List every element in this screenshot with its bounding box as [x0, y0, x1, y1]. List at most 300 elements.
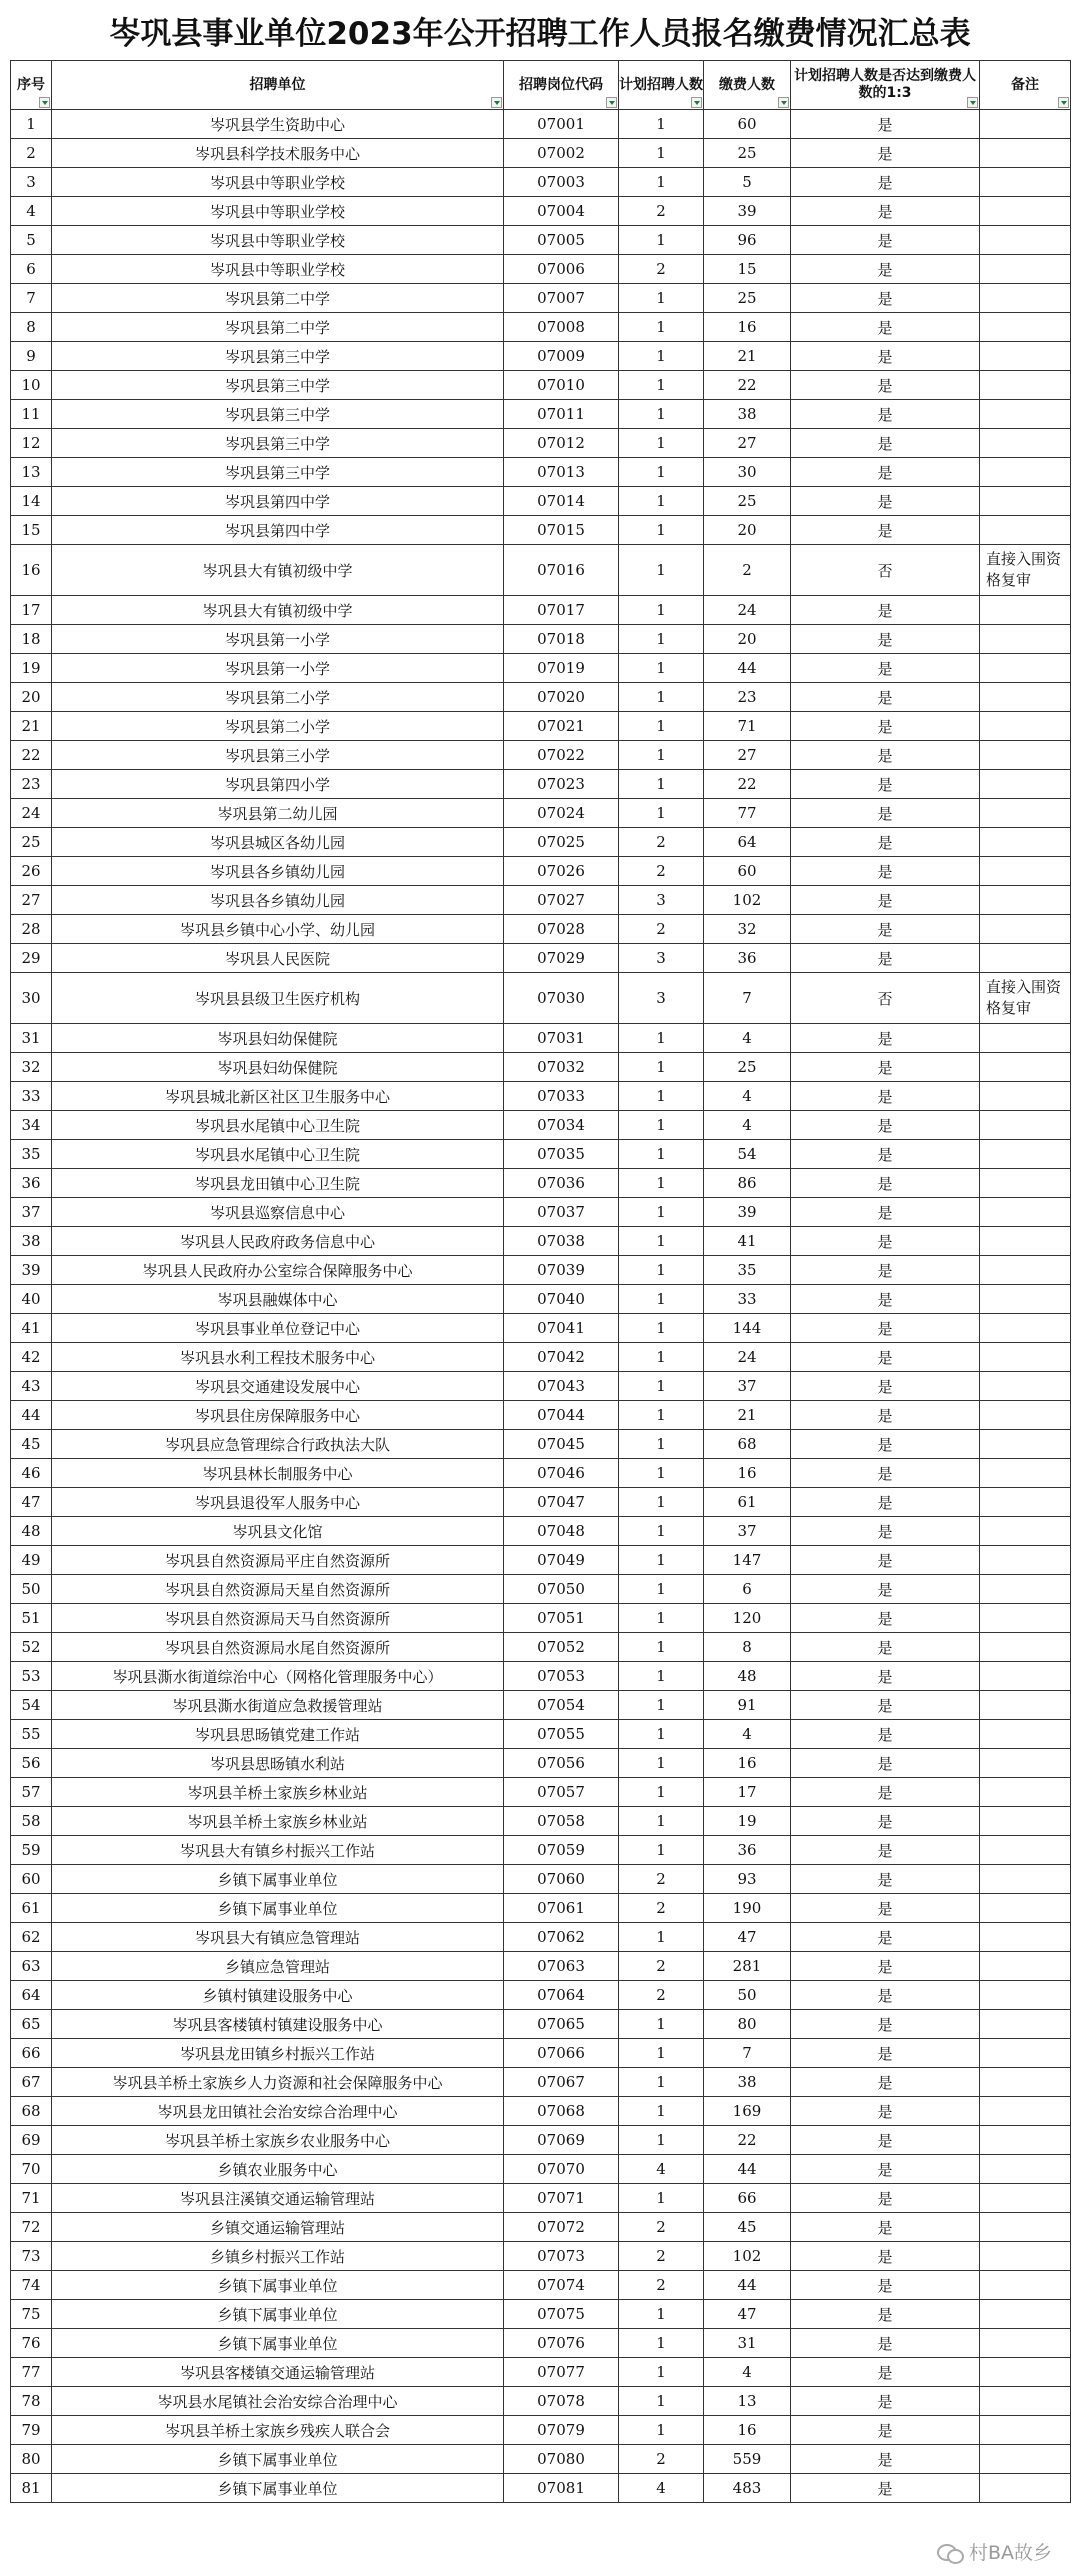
cell-note: [980, 313, 1071, 342]
cell-seq: 10: [11, 371, 52, 400]
cell-unit: 岑巩县羊桥土家族乡林业站: [52, 1807, 504, 1836]
cell-plan: 1: [619, 2300, 704, 2329]
cell-seq: 15: [11, 516, 52, 545]
cell-code: 07029: [504, 944, 619, 973]
cell-plan: 1: [619, 741, 704, 770]
table-row: [11, 429, 1071, 458]
cell-plan: 1: [619, 313, 704, 342]
cell-code: 07068: [504, 2097, 619, 2126]
cell-plan: 2: [619, 1981, 704, 2010]
cell-note: [980, 654, 1071, 683]
cell-ratio: 是: [791, 1372, 980, 1401]
table-row: [11, 458, 1071, 487]
cell-plan: 1: [619, 1401, 704, 1430]
cell-plan: 1: [619, 2358, 704, 2387]
cell-paid: 30: [704, 458, 791, 487]
cell-unit: 岑巩县羊桥土家族乡人力资源和社会保障服务中心: [52, 2068, 504, 2097]
cell-plan: 2: [619, 197, 704, 226]
cell-note: [980, 857, 1071, 886]
cell-unit: 岑巩县学生资助中心: [52, 110, 504, 139]
header-plan: [619, 61, 704, 110]
cell-code: 07071: [504, 2184, 619, 2213]
cell-code: 07034: [504, 1111, 619, 1140]
table-row: [11, 487, 1071, 516]
table-row: [11, 915, 1071, 944]
table-row: [11, 2358, 1071, 2387]
table-row: [11, 110, 1071, 139]
cell-unit: 乡镇下属事业单位: [52, 2271, 504, 2300]
cell-code: 07028: [504, 915, 619, 944]
filter-dropdown-icon[interactable]: [691, 97, 702, 108]
cell-code: 07055: [504, 1720, 619, 1749]
cell-unit: 乡镇农业服务中心: [52, 2155, 504, 2184]
cell-paid: 44: [704, 654, 791, 683]
cell-ratio: 是: [791, 2445, 980, 2474]
cell-paid: 80: [704, 2010, 791, 2039]
cell-seq: 52: [11, 1633, 52, 1662]
cell-note: [980, 2329, 1071, 2358]
header-code: [504, 61, 619, 110]
cell-seq: 24: [11, 799, 52, 828]
cell-paid: 36: [704, 1836, 791, 1865]
cell-unit: 岑巩县龙田镇社会治安综合治理中心: [52, 2097, 504, 2126]
cell-ratio: 是: [791, 799, 980, 828]
cell-seq: 74: [11, 2271, 52, 2300]
cell-note: [980, 2242, 1071, 2271]
cell-unit: 岑巩县第四中学: [52, 487, 504, 516]
cell-seq: 16: [11, 545, 52, 596]
cell-note: 直接入围资格复审: [980, 545, 1071, 596]
cell-unit: 岑巩县城区各幼儿园: [52, 828, 504, 857]
cell-seq: 18: [11, 625, 52, 654]
cell-note: [980, 2300, 1071, 2329]
cell-code: 07044: [504, 1401, 619, 1430]
cell-ratio: 是: [791, 828, 980, 857]
cell-paid: 16: [704, 2416, 791, 2445]
cell-ratio: 是: [791, 487, 980, 516]
cell-code: 07063: [504, 1952, 619, 1981]
cell-paid: 22: [704, 2126, 791, 2155]
cell-ratio: 是: [791, 1082, 980, 1111]
cell-note: [980, 1575, 1071, 1604]
filter-dropdown-icon[interactable]: [39, 97, 50, 108]
cell-paid: 71: [704, 712, 791, 741]
cell-code: 07047: [504, 1488, 619, 1517]
cell-code: 07077: [504, 2358, 619, 2387]
cell-unit: 岑巩县澌水街道综治中心（网格化管理服务中心）: [52, 1662, 504, 1691]
cell-paid: 38: [704, 2068, 791, 2097]
cell-paid: 31: [704, 2329, 791, 2358]
cell-unit: 岑巩县住房保障服务中心: [52, 1401, 504, 1430]
cell-unit: 岑巩县第三中学: [52, 458, 504, 487]
table-row: [11, 1111, 1071, 1140]
cell-note: [980, 2416, 1071, 2445]
cell-plan: 2: [619, 255, 704, 284]
cell-unit: 岑巩县羊桥土家族乡残疾人联合会: [52, 2416, 504, 2445]
cell-plan: 1: [619, 458, 704, 487]
table-row: [11, 2184, 1071, 2213]
table-row: [11, 371, 1071, 400]
cell-note: [980, 1865, 1071, 1894]
cell-seq: 12: [11, 429, 52, 458]
cell-seq: 50: [11, 1575, 52, 1604]
cell-seq: 3: [11, 168, 52, 197]
table-row: [11, 1459, 1071, 1488]
cell-ratio: 是: [791, 1662, 980, 1691]
table-row: [11, 2039, 1071, 2068]
cell-paid: 120: [704, 1604, 791, 1633]
cell-plan: 1: [619, 799, 704, 828]
cell-note: [980, 1749, 1071, 1778]
cell-ratio: 是: [791, 1720, 980, 1749]
filter-dropdown-icon[interactable]: [491, 97, 502, 108]
cell-seq: 11: [11, 400, 52, 429]
cell-ratio: 是: [791, 371, 980, 400]
cell-paid: 48: [704, 1662, 791, 1691]
cell-seq: 43: [11, 1372, 52, 1401]
cell-seq: 37: [11, 1198, 52, 1227]
cell-ratio: 是: [791, 168, 980, 197]
table-row: [11, 2155, 1071, 2184]
cell-unit: 岑巩县羊桥土家族乡农业服务中心: [52, 2126, 504, 2155]
cell-paid: 4: [704, 1024, 791, 1053]
cell-plan: 1: [619, 1691, 704, 1720]
table-row: [11, 973, 1071, 1024]
header-label: 序号: [17, 76, 45, 93]
table-row: [11, 1923, 1071, 1952]
cell-note: [980, 1720, 1071, 1749]
cell-code: 07011: [504, 400, 619, 429]
cell-note: [980, 1981, 1071, 2010]
cell-paid: 41: [704, 1227, 791, 1256]
cell-note: 直接入围资格复审: [980, 973, 1071, 1024]
cell-note: [980, 139, 1071, 168]
cell-code: 07048: [504, 1517, 619, 1546]
cell-ratio: 是: [791, 1285, 980, 1314]
cell-plan: 1: [619, 1459, 704, 1488]
cell-unit: 岑巩县第二中学: [52, 284, 504, 313]
cell-paid: 54: [704, 1140, 791, 1169]
cell-paid: 144: [704, 1314, 791, 1343]
filter-dropdown-icon[interactable]: [606, 97, 617, 108]
cell-code: 07060: [504, 1865, 619, 1894]
cell-ratio: 是: [791, 110, 980, 139]
table-row: [11, 1720, 1071, 1749]
table-row: [11, 2068, 1071, 2097]
cell-code: 07012: [504, 429, 619, 458]
cell-unit: 岑巩县第三中学: [52, 342, 504, 371]
cell-plan: 1: [619, 2387, 704, 2416]
cell-paid: 44: [704, 2155, 791, 2184]
cell-seq: 55: [11, 1720, 52, 1749]
table-row: [11, 654, 1071, 683]
cell-unit: 岑巩县大有镇乡村振兴工作站: [52, 1836, 504, 1865]
cell-seq: 28: [11, 915, 52, 944]
cell-seq: 30: [11, 973, 52, 1024]
cell-note: [980, 197, 1071, 226]
cell-unit: 岑巩县水尾镇社会治安综合治理中心: [52, 2387, 504, 2416]
cell-note: [980, 1430, 1071, 1459]
cell-seq: 58: [11, 1807, 52, 1836]
cell-seq: 7: [11, 284, 52, 313]
cell-ratio: 是: [791, 1053, 980, 1082]
cell-plan: 1: [619, 2416, 704, 2445]
cell-paid: 7: [704, 2039, 791, 2068]
cell-note: [980, 1401, 1071, 1430]
table-row: [11, 1633, 1071, 1662]
cell-seq: 41: [11, 1314, 52, 1343]
cell-note: [980, 226, 1071, 255]
table-row: [11, 828, 1071, 857]
table-row: [11, 1343, 1071, 1372]
table-row: [11, 2445, 1071, 2474]
table-row: [11, 1517, 1071, 1546]
cell-paid: 20: [704, 516, 791, 545]
table-row: [11, 2097, 1071, 2126]
table-row: [11, 886, 1071, 915]
cell-paid: 24: [704, 596, 791, 625]
cell-unit: 岑巩县第二幼儿园: [52, 799, 504, 828]
cell-unit: 岑巩县巡察信息中心: [52, 1198, 504, 1227]
cell-code: 07005: [504, 226, 619, 255]
header-label: 计划招聘人数是否达到缴费人数的1:3: [794, 68, 976, 101]
cell-seq: 76: [11, 2329, 52, 2358]
table-row: [11, 2242, 1071, 2271]
cell-seq: 73: [11, 2242, 52, 2271]
cell-note: [980, 2445, 1071, 2474]
cell-plan: 1: [619, 342, 704, 371]
cell-note: [980, 1691, 1071, 1720]
cell-seq: 40: [11, 1285, 52, 1314]
cell-note: [980, 1952, 1071, 1981]
table-row: [11, 1575, 1071, 1604]
cell-unit: 岑巩县第三小学: [52, 741, 504, 770]
cell-seq: 19: [11, 654, 52, 683]
cell-seq: 79: [11, 2416, 52, 2445]
cell-note: [980, 342, 1071, 371]
cell-paid: 21: [704, 1401, 791, 1430]
cell-paid: 8: [704, 1633, 791, 1662]
chat-bubbles-icon: [937, 2542, 963, 2562]
cell-paid: 39: [704, 197, 791, 226]
cell-seq: 26: [11, 857, 52, 886]
cell-seq: 44: [11, 1401, 52, 1430]
cell-plan: 1: [619, 1778, 704, 1807]
cell-seq: 27: [11, 886, 52, 915]
cell-ratio: 是: [791, 1256, 980, 1285]
cell-plan: 1: [619, 1256, 704, 1285]
cell-seq: 39: [11, 1256, 52, 1285]
cell-note: [980, 1256, 1071, 1285]
cell-code: 07075: [504, 2300, 619, 2329]
cell-unit: 岑巩县思旸镇水利站: [52, 1749, 504, 1778]
cell-unit: 岑巩县第二中学: [52, 313, 504, 342]
filter-dropdown-icon[interactable]: [778, 97, 789, 108]
cell-unit: 岑巩县大有镇初级中学: [52, 596, 504, 625]
cell-code: 07053: [504, 1662, 619, 1691]
cell-code: 07040: [504, 1285, 619, 1314]
cell-code: 07002: [504, 139, 619, 168]
cell-unit: 乡镇乡村振兴工作站: [52, 2242, 504, 2271]
cell-code: 07058: [504, 1807, 619, 1836]
cell-seq: 21: [11, 712, 52, 741]
cell-note: [980, 1198, 1071, 1227]
cell-note: [980, 712, 1071, 741]
cell-ratio: 是: [791, 2039, 980, 2068]
cell-code: 07070: [504, 2155, 619, 2184]
table-row: [11, 625, 1071, 654]
cell-note: [980, 1111, 1071, 1140]
cell-seq: 46: [11, 1459, 52, 1488]
cell-note: [980, 2387, 1071, 2416]
cell-ratio: 是: [791, 2126, 980, 2155]
cell-plan: 1: [619, 625, 704, 654]
cell-ratio: 是: [791, 1430, 980, 1459]
cell-plan: 1: [619, 1633, 704, 1662]
cell-seq: 72: [11, 2213, 52, 2242]
cell-ratio: 是: [791, 1227, 980, 1256]
cell-ratio: 是: [791, 2242, 980, 2271]
cell-seq: 69: [11, 2126, 52, 2155]
summary-table: [10, 60, 1071, 2503]
cell-ratio: 是: [791, 1024, 980, 1053]
cell-plan: 1: [619, 110, 704, 139]
cell-code: 07054: [504, 1691, 619, 1720]
table-row: [11, 1401, 1071, 1430]
cell-code: 07023: [504, 770, 619, 799]
cell-code: 07001: [504, 110, 619, 139]
cell-code: 07080: [504, 2445, 619, 2474]
cell-plan: 1: [619, 2184, 704, 2213]
cell-plan: 1: [619, 1227, 704, 1256]
cell-seq: 54: [11, 1691, 52, 1720]
cell-code: 07004: [504, 197, 619, 226]
cell-code: 07067: [504, 2068, 619, 2097]
cell-ratio: 是: [791, 516, 980, 545]
cell-note: [980, 2474, 1071, 2503]
cell-plan: 1: [619, 139, 704, 168]
cell-code: 07016: [504, 545, 619, 596]
cell-seq: 59: [11, 1836, 52, 1865]
cell-note: [980, 2155, 1071, 2184]
table-row: [11, 2300, 1071, 2329]
cell-code: 07006: [504, 255, 619, 284]
cell-plan: 1: [619, 1575, 704, 1604]
cell-code: 07064: [504, 1981, 619, 2010]
cell-unit: 岑巩县林长制服务中心: [52, 1459, 504, 1488]
cell-code: 07036: [504, 1169, 619, 1198]
cell-ratio: 是: [791, 2300, 980, 2329]
cell-paid: 68: [704, 1430, 791, 1459]
cell-seq: 68: [11, 2097, 52, 2126]
cell-paid: 61: [704, 1488, 791, 1517]
cell-code: 07018: [504, 625, 619, 654]
cell-code: 07052: [504, 1633, 619, 1662]
cell-ratio: 是: [791, 1865, 980, 1894]
table-row: [11, 1807, 1071, 1836]
cell-paid: 5: [704, 168, 791, 197]
cell-ratio: 是: [791, 2155, 980, 2184]
cell-unit: 岑巩县退役军人服务中心: [52, 1488, 504, 1517]
cell-code: 07015: [504, 516, 619, 545]
cell-plan: 1: [619, 1082, 704, 1111]
cell-note: [980, 1894, 1071, 1923]
cell-seq: 53: [11, 1662, 52, 1691]
cell-plan: 1: [619, 1662, 704, 1691]
cell-code: 07019: [504, 654, 619, 683]
cell-code: 07081: [504, 2474, 619, 2503]
cell-ratio: 是: [791, 2184, 980, 2213]
cell-unit: 岑巩县各乡镇幼儿园: [52, 857, 504, 886]
cell-plan: 2: [619, 2213, 704, 2242]
cell-paid: 4: [704, 1111, 791, 1140]
cell-ratio: 是: [791, 1575, 980, 1604]
cell-ratio: 是: [791, 1401, 980, 1430]
cell-paid: 483: [704, 2474, 791, 2503]
table-row: [11, 1198, 1071, 1227]
cell-ratio: 是: [791, 1169, 980, 1198]
cell-seq: 14: [11, 487, 52, 516]
cell-plan: 1: [619, 400, 704, 429]
cell-ratio: 是: [791, 683, 980, 712]
cell-note: [980, 1372, 1071, 1401]
header-label: 缴费人数: [719, 76, 775, 93]
header-label: 招聘单位: [249, 76, 306, 93]
cell-ratio: 是: [791, 1778, 980, 1807]
table-row: [11, 1662, 1071, 1691]
cell-code: 07051: [504, 1604, 619, 1633]
cell-seq: 8: [11, 313, 52, 342]
cell-note: [980, 110, 1071, 139]
cell-ratio: 是: [791, 1952, 980, 1981]
cell-note: [980, 1169, 1071, 1198]
cell-code: 07033: [504, 1082, 619, 1111]
cell-plan: 1: [619, 2126, 704, 2155]
cell-paid: 37: [704, 1517, 791, 1546]
filter-dropdown-icon[interactable]: [1058, 97, 1069, 108]
cell-paid: 38: [704, 400, 791, 429]
cell-paid: 4: [704, 1082, 791, 1111]
cell-plan: 1: [619, 1198, 704, 1227]
cell-ratio: 否: [791, 545, 980, 596]
cell-note: [980, 2184, 1071, 2213]
cell-unit: 岑巩县第三中学: [52, 400, 504, 429]
cell-unit: 岑巩县城北新区社区卫生服务中心: [52, 1082, 504, 1111]
table-row: [11, 1082, 1071, 1111]
cell-paid: 64: [704, 828, 791, 857]
cell-ratio: 是: [791, 342, 980, 371]
cell-paid: 25: [704, 1053, 791, 1082]
cell-ratio: 是: [791, 1807, 980, 1836]
filter-dropdown-icon[interactable]: [967, 97, 978, 108]
cell-paid: 25: [704, 284, 791, 313]
cell-paid: 47: [704, 2300, 791, 2329]
cell-code: 07030: [504, 973, 619, 1024]
cell-ratio: 是: [791, 944, 980, 973]
cell-seq: 29: [11, 944, 52, 973]
cell-unit: 乡镇下属事业单位: [52, 2445, 504, 2474]
cell-note: [980, 944, 1071, 973]
cell-note: [980, 1082, 1071, 1111]
cell-paid: 27: [704, 741, 791, 770]
table-row: [11, 596, 1071, 625]
cell-plan: 1: [619, 516, 704, 545]
cell-unit: 岑巩县龙田镇乡村振兴工作站: [52, 2039, 504, 2068]
table-row: [11, 1140, 1071, 1169]
cell-note: [980, 2097, 1071, 2126]
cell-paid: 21: [704, 342, 791, 371]
cell-code: 07037: [504, 1198, 619, 1227]
